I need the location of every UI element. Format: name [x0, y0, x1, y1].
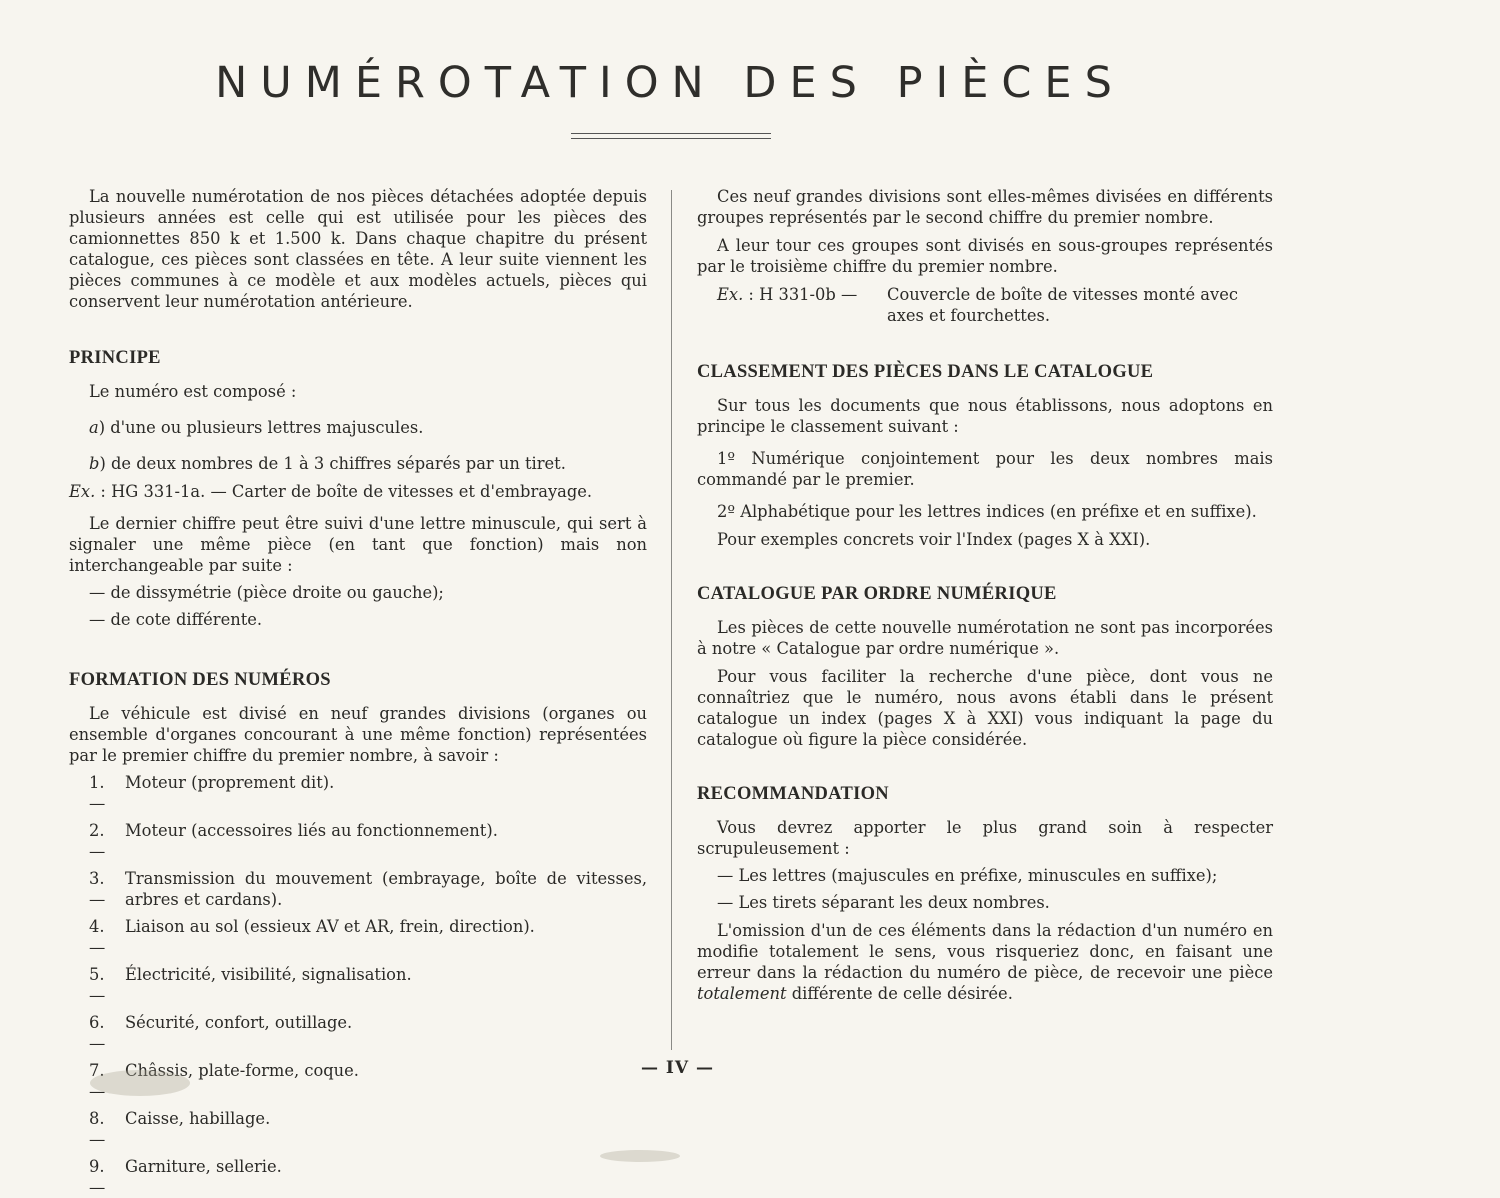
list-item: 9. — Garniture, sellerie.: [89, 1157, 282, 1197]
formation-text: Le véhicule est divisé en neuf grandes divisions (organes ou ensemble d'organes concourant à une même fonction) représentées par le premier chiffre du premier nombre, à savoir :: [69, 704, 647, 765]
recommandation-heading: RECOMMANDATION: [697, 784, 889, 804]
principe-text-2: Le dernier chiffre peut être suivi d'une lettre minuscule, qui sert à signaler une même pièce (en tant que fonction) mais non interchangeable par suite :: [69, 514, 647, 575]
catalogue-text-1: Les pièces de cette nouvelle numérotation ne sont pas incorporées à notre « Catalogue par ordre numérique ».: [697, 618, 1273, 658]
list-item: 1. — Moteur (proprement dit).: [89, 773, 335, 813]
recommandation-text-1: Vous devrez apporter le plus grand soin à respecter scrupuleusement :: [697, 818, 1273, 858]
groups-paragraph: Ces neuf grandes divisions sont elles-mêmes divisées en différents groupes représentés par le second chiffre du premier nombre.: [697, 187, 1273, 227]
recommandation-text-2: L'omission d'un de ces éléments dans la rédaction d'un numéro en modifie totalement le sens, vous risqueriez donc, en faisant une erreur dans la rédaction du numéro de pièce, de recevoir une pièce totalement différente de celle désirée.: [697, 921, 1273, 1003]
page-title: NUMÉROTATION DES PIÈCES: [215, 58, 1125, 108]
principe-text-1: Le numéro est composé :: [89, 382, 297, 401]
division-list: [69, 772, 647, 1198]
principe-heading: PRINCIPE: [69, 348, 161, 368]
column-divider: [671, 190, 672, 1050]
recommandation-dash-1: — Les lettres (majuscules en préfixe, minuscules en suffixe);: [717, 866, 1218, 885]
classement-text-4: Pour exemples concrets voir l'Index (pages X à XXI).: [717, 530, 1151, 549]
principe-item-b: b) de deux nombres de 1 à 3 chiffres séparés par un tiret.: [89, 454, 566, 473]
list-item: 7. — Châssis, plate-forme, coque.: [89, 1061, 359, 1101]
principe-item-a: a) d'une ou plusieurs lettres majuscules.: [89, 418, 424, 437]
principe-dash-2: — de cote différente.: [89, 610, 263, 629]
principe-dash-1: — de dissymétrie (pièce droite ou gauche);: [89, 583, 444, 602]
classement-text-1: Sur tous les documents que nous établissons, nous adoptons en principe le classement suivant :: [697, 396, 1273, 436]
paper-stain: [600, 1150, 680, 1162]
catalogue-heading: CATALOGUE PAR ORDRE NUMÉRIQUE: [697, 584, 1057, 604]
list-item: 5. — Électricité, visibilité, signalisation.: [89, 965, 412, 1005]
catalogue-text-2: Pour vous faciliter la recherche d'une pièce, dont vous ne connaîtriez que le numéro, nous avons établi dans le présent catalogue un index (pages X à XXI) vous indiquant la page du catalogue où figure la pièce considérée.: [697, 667, 1273, 749]
formation-heading: FORMATION DES NUMÉROS: [69, 670, 331, 690]
page-number: — IV —: [641, 1058, 714, 1078]
paper-stain: [90, 1070, 190, 1096]
left-column: [69, 186, 647, 1198]
classement-heading: CLASSEMENT DES PIÈCES DANS LE CATALOGUE: [697, 362, 1154, 382]
recommandation-dash-2: — Les tirets séparant les deux nombres.: [717, 893, 1050, 912]
classement-text-2: 1º Numérique conjointement pour les deux nombres mais commandé par le premier.: [697, 449, 1273, 489]
list-item: 8. — Caisse, habillage.: [89, 1109, 271, 1149]
list-item: 3. — Transmission du mouvement (embrayage, boîte de vitesses, arbres et cardans).: [89, 869, 647, 909]
right-column: [697, 186, 1273, 1004]
title-underline-bottom: [571, 138, 771, 139]
subgroup-example: Ex. : H 331-0b — Couvercle de boîte de vitesses monté avec axes et fourchettes.: [717, 285, 1238, 325]
list-item: 4. — Liaison au sol (essieux AV et AR, frein, direction).: [89, 917, 535, 957]
intro-paragraph: La nouvelle numérotation de nos pièces détachées adoptée depuis plusieurs années est celle qui est utilisée pour les pièces des camionnettes 850 k et 1.500 k. Dans chaque chapitre du présent catalogue, ces pièces sont classées en tête. A leur suite viennent les pièces communes à ce modèle et aux modèles actuels, pièces qui conservent leur numérotation antérieure.: [69, 187, 647, 311]
list-item: 2. — Moteur (accessoires liés au fonctionnement).: [89, 821, 498, 861]
principe-example: Ex. : HG 331-1a. — Carter de boîte de vitesses et d'embrayage.: [69, 482, 593, 501]
subgroups-paragraph: A leur tour ces groupes sont divisés en sous-groupes représentés par le troisième chiffre du premier nombre.: [697, 236, 1273, 276]
title-underline-top: [571, 133, 771, 134]
classement-text-3: 2º Alphabétique pour les lettres indices (en préfixe et en suffixe).: [717, 502, 1257, 521]
list-item: 6. — Sécurité, confort, outillage.: [89, 1013, 353, 1053]
